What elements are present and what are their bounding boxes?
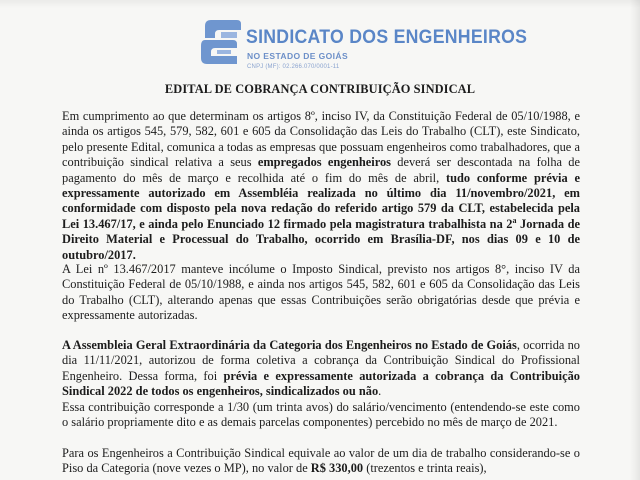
org-subtitle: NO ESTADO DE GOIÁS	[247, 51, 349, 61]
p3-text-d: .	[378, 384, 382, 399]
p3-text-b: , ocorrida no dia 11/11/2021, autorizou de forma coletiva a cobrança da Contribuição Sindical do Profissional Engenheiro. Dessa forma, foi	[62, 338, 580, 383]
p1-bold-d-text: tudo conforme prévia e expressamente autorizado em Assembléia realizada no último dia 11/novembro/2021, em conformidade com disposto pela nova redação do referido artigo 579 da CLT, estabelecida pela Lei 13.467/17, e ainda pelo Enunciado 12 firmado pela magistratura trabalhista na 2	[62, 170, 580, 231]
union-logo-icon	[197, 18, 243, 66]
paragraph-3	[62, 338, 580, 400]
p5-amount: R$ 330,00	[310, 461, 364, 476]
p1-bold-e-text: Jornada de Direito Material e Processual do Trabalho, ocorrido em Brasília-DF, nos dias 09 e 10 de outubro/2017.	[62, 216, 580, 262]
photo-edge-shadow	[630, 0, 640, 480]
p1-bold-b: empregados engenheiros	[257, 155, 391, 170]
org-cnpj: CNPJ (MF): 02.266.070/0001-11	[247, 64, 340, 70]
paragraph-1	[62, 109, 580, 263]
p1-text-c: deverá ser descontada na folha de pagamento do mês de março e recolhida até o fim do mês de abril,	[62, 155, 580, 185]
p1-text-a: Em cumprimento ao que determinam os artigos 8º, inciso IV, da Constituição Federal de 05/10/1988, e ainda os artigos 545, 579, 582, 601 e 605 da Consolidação das Leis do Trabalho (CLT), este Sindicato, pelo presente Edital, comunica a todas as empresas que possuam engenheiros como trabalhadores, que a contribuição sindical relativa a seus	[62, 109, 580, 170]
p3-bold-c: prévia e expressamente autorizada a cobrança da Contribuição Sindical 2022 de todos os engenheiros, sindicalizados ou não	[62, 368, 580, 399]
paragraph-2: A Lei nº 13.467/2017 manteve incólume o Imposto Sindical, previsto nos artigos 8°, inciso IV da Constituição Federal de 05/10/1988, e ainda nos artigos 545, 582, 601 e 605 da Consolidação das Leis do Trabalho (CLT), alterando apenas que essas Contribuições serão obrigatórias desde que prévia e expressamente autorizadas.	[62, 262, 580, 323]
paragraph-4: Essa contribuição corresponde a 1/30 (um trinta avos) do salário/vencimento (entendendo-se este como o salário propriamente dito e as demais parcelas componentes) percebido no mês de março de 2021.	[62, 400, 580, 430]
p1-superscript: a	[512, 215, 517, 225]
photo-top-shadow	[0, 0, 640, 8]
paragraph-5	[62, 446, 580, 477]
document-title: EDITAL DE COBRANÇA CONTRIBUIÇÃO SINDICAL	[164, 82, 476, 96]
org-name: SINDICATO DOS ENGENHEIROS	[246, 27, 528, 48]
p3-bold-a: A Assembleia Geral Extraordinária da Categoria dos Engenheiros no Estado de Goiás	[62, 338, 517, 352]
p5-text-c: (trezentos e trinta reais),	[363, 461, 487, 476]
p5-text-a: Para os Engenheiros a Contribuição Sindical equivale ao valor de um dia de trabalho considerando-se o Piso da Categoria (nove vezes o MP), no valor de	[62, 446, 580, 476]
